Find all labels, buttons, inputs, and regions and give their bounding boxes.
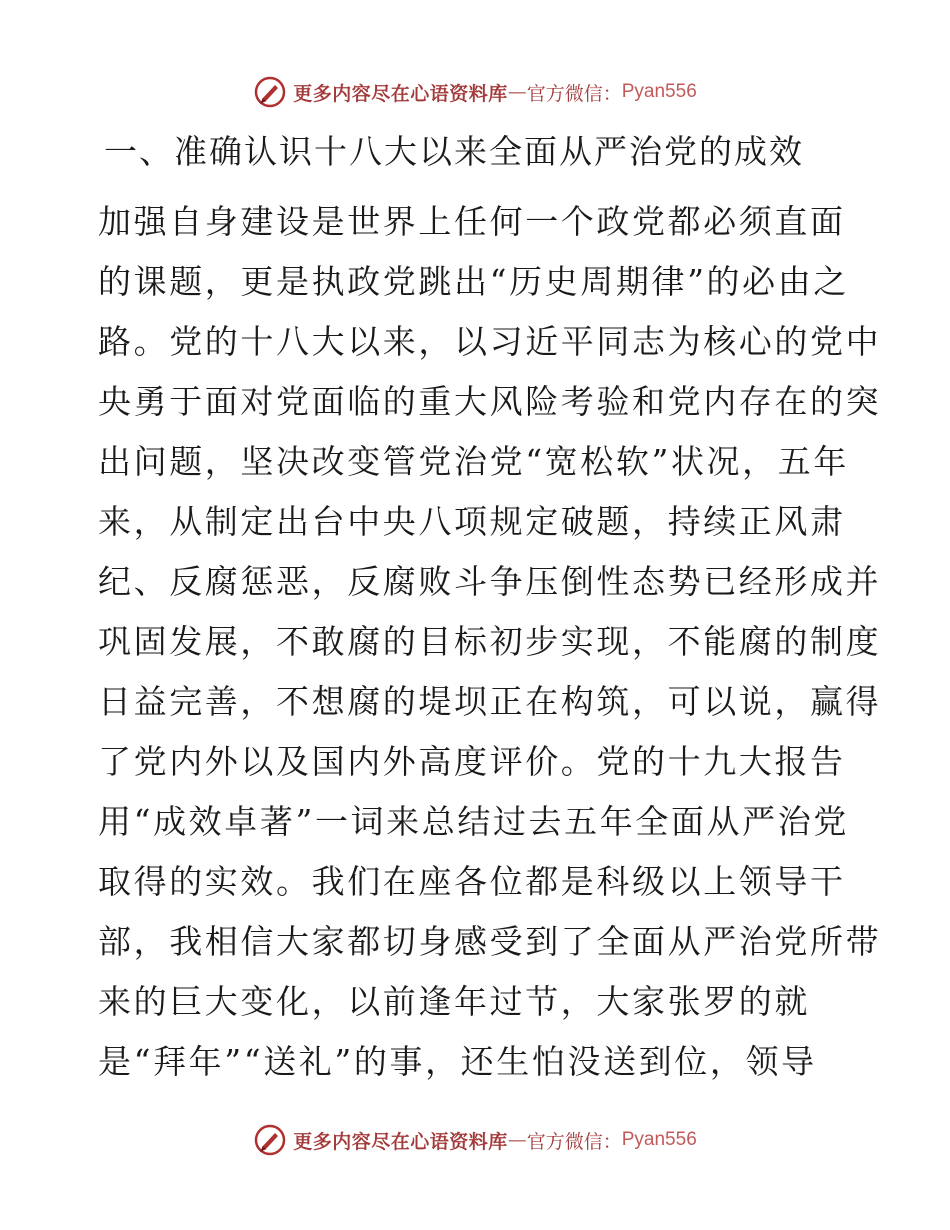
footer-watermark <box>0 1120 950 1160</box>
banner-dash: — <box>507 81 527 103</box>
body-line: 部，我相信大家都切身感受到了全面从严治党所带 <box>98 922 882 961</box>
header-watermark <box>0 72 950 112</box>
body-line: 日益完善，不想腐的堤坝正在构筑，可以说，赢得 <box>98 682 882 721</box>
banner-wechat-label: 官方微信： <box>526 82 622 105</box>
body-line: 来，从制定出台中央八项规定破题，持续正风肃 <box>98 502 846 541</box>
body-line: 巩固发展，不敢腐的目标初步实现，不能腐的制度 <box>98 622 882 661</box>
body-line: 加强自身建设是世界上任何一个政党都必须直面 <box>98 202 846 241</box>
body-line: 纪、反腐惩恶，反腐败斗争压倒性态势已经形成并 <box>98 562 882 601</box>
body-line: 央勇于面对党面临的重大风险考验和党内存在的突 <box>98 382 882 421</box>
body-line: 了党内外以及国内外高度评价。党的十九大报告 <box>98 742 846 781</box>
banner-site-name: 更多内容尽在心语资料库 <box>293 82 508 105</box>
banner-dash: — <box>507 1129 527 1151</box>
body-paragraph <box>98 196 882 1096</box>
body-line: 用“成效卓著”一词来总结过去五年全面从严治党 <box>98 802 849 841</box>
pen-logo-icon <box>253 75 287 109</box>
banner-site-name: 更多内容尽在心语资料库 <box>293 1130 508 1153</box>
body-line: 是“拜年”“送礼”的事，还生怕没送到位，领导 <box>98 1042 817 1081</box>
body-line: 出问题，坚决改变管党治党“宽松软”状况，五年 <box>98 442 849 481</box>
body-line: 取得的实效。我们在座各位都是科级以上领导干 <box>98 862 846 901</box>
pen-logo-icon <box>253 1123 287 1157</box>
banner-wechat-id: Pyan556 <box>621 81 697 102</box>
section-heading: 一、准确认识十八大以来全面从严治党的成效 <box>104 132 804 171</box>
body-line: 的课题，更是执政党跳出“历史周期律”的必由之 <box>98 262 849 301</box>
banner-wechat-id: Pyan556 <box>621 1129 697 1150</box>
banner-wechat-label: 官方微信： <box>526 1130 622 1153</box>
body-line: 路。党的十八大以来，以习近平同志为核心的党中 <box>98 322 882 361</box>
body-line: 来的巨大变化，以前逢年过节，大家张罗的就 <box>98 982 810 1021</box>
